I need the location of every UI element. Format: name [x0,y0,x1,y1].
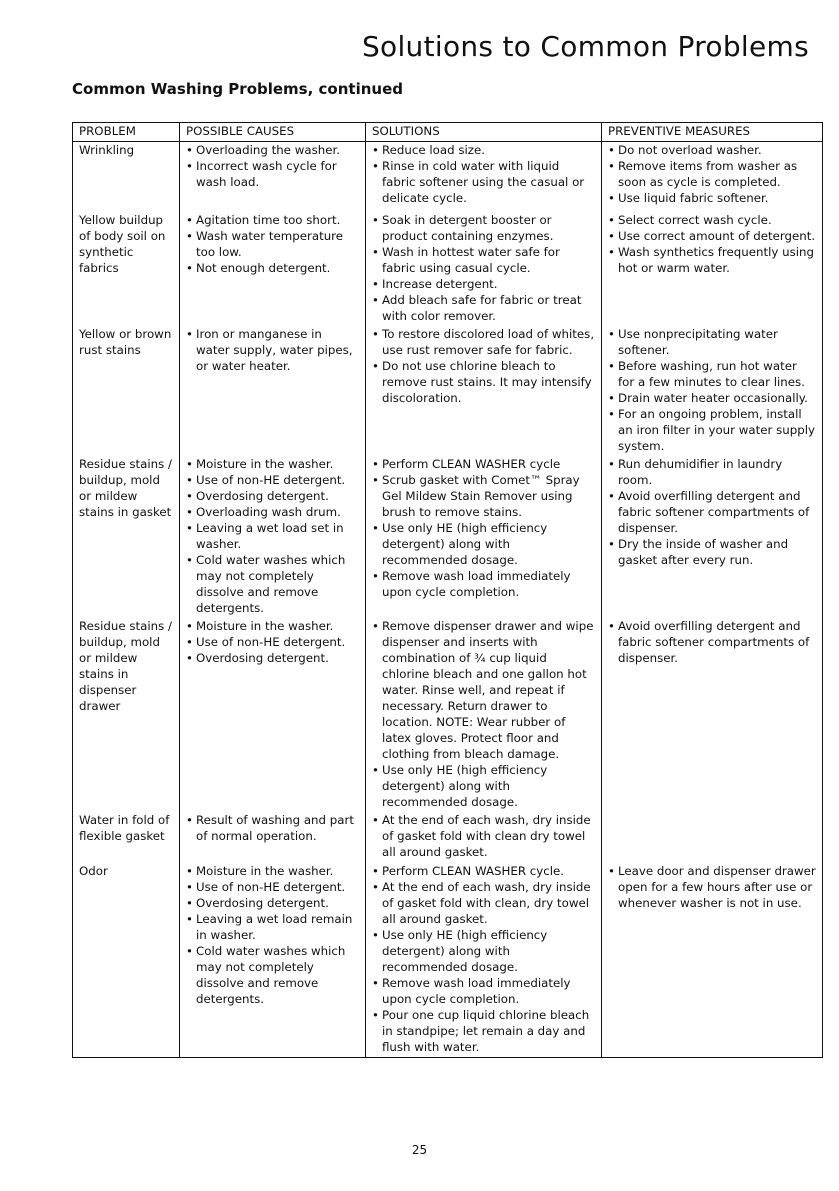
cell-causes [180,326,366,456]
list-item: • Wash synthetics frequently using hot or warm water. [608,244,816,276]
cell-problem: Yellow buildup of body soil on synthetic fabrics [73,212,180,326]
list-item: • Iron or manganese in water supply, water pipes, or water heater. [186,326,359,374]
list-item: • Reduce load size. [372,142,595,158]
cell-solutions [366,142,602,212]
cell-problem: Yellow or brown rust stains [73,326,180,456]
solutions-list [372,863,595,1055]
table-row [73,212,823,326]
list-item: • Use only HE (high efficiency detergent) along with recommended dosage. [372,520,595,568]
cell-problem: Water in fold of flexible gasket [73,812,180,863]
list-item: • Do not overload washer. [608,142,816,158]
solutions-list [372,326,595,406]
causes-list [186,812,359,844]
list-item: • Use nonprecipitating water softener. [608,326,816,358]
solutions-list [372,812,595,860]
cell-measures [602,863,823,1058]
list-item: • Scrub gasket with Comet™ Spray Gel Mildew Stain Remover using brush to remove stains. [372,472,595,520]
list-item: • Leave door and dispenser drawer open for a few hours after use or whenever washer is not in use. [608,863,816,911]
cell-measures [602,212,823,326]
table-header-row [73,123,823,142]
cell-solutions [366,326,602,456]
cell-measures [602,142,823,212]
table-row [73,456,823,618]
list-item: • Incorrect wash cycle for wash load. [186,158,359,190]
table-row [73,618,823,812]
list-item: • Use of non-HE detergent. [186,879,359,895]
causes-list [186,326,359,374]
list-item: • Moisture in the washer. [186,863,359,879]
cell-problem: Odor [73,863,180,1058]
cell-solutions [366,212,602,326]
list-item: • At the end of each wash, dry inside of gasket fold with clean dry towel all around gasket. [372,812,595,860]
table-row [73,326,823,456]
list-item: • Agitation time too short. [186,212,359,228]
list-item: • Use only HE (high efficiency detergent) along with recommended dosage. [372,927,595,975]
list-item: • Remove dispenser drawer and wipe dispenser and inserts with combination of ¾ cup liquid chlorine bleach and one gallon hot water. Rinse well, and repeat if necessary. Return drawer to location. NOTE: Wear rubber of latex gloves. Protect floor and clothing from bleach damage. [372,618,595,762]
cell-causes [180,812,366,863]
list-item: • Use of non-HE detergent. [186,634,359,650]
causes-list [186,212,359,276]
header-problem: PROBLEM [73,123,180,142]
cell-solutions [366,618,602,812]
list-item: • Rinse in cold water with liquid fabric softener using the casual or delicate cycle. [372,158,595,206]
list-item: • Use correct amount of detergent. [608,228,816,244]
causes-list [186,618,359,666]
list-item: • Result of washing and part of normal operation. [186,812,359,844]
list-item: • Avoid overfilling detergent and fabric softener compartments of dispenser. [608,618,816,666]
cell-causes [180,212,366,326]
list-item: • Moisture in the washer. [186,456,359,472]
list-item: • For an ongoing problem, install an iron filter in your water supply system. [608,406,816,454]
list-item: • Increase detergent. [372,276,595,292]
list-item: • Soak in detergent booster or product containing enzymes. [372,212,595,244]
list-item: • Avoid overfilling detergent and fabric softener compartments of dispenser. [608,488,816,536]
solutions-list [372,456,595,600]
list-item: • Overloading the washer. [186,142,359,158]
list-item: • At the end of each wash, dry inside of gasket fold with clean, dry towel all around gasket. [372,879,595,927]
list-item: • Leaving a wet load set in washer. [186,520,359,552]
list-item: • Remove wash load immediately upon cycle completion. [372,568,595,600]
solutions-list [372,142,595,206]
cell-solutions [366,812,602,863]
list-item: • Cold water washes which may not completely dissolve and remove detergents. [186,943,359,1007]
list-item: • Add bleach safe for fabric or treat with color remover. [372,292,595,324]
list-item: • Perform CLEAN WASHER cycle. [372,863,595,879]
header-solutions: SOLUTIONS [366,123,602,142]
section-subtitle: Common Washing Problems, continued [72,80,403,98]
header-possible-causes: POSSIBLE CAUSES [180,123,366,142]
cell-problem: Residue stains / buildup, mold or mildew stains in gasket [73,456,180,618]
measures-list [608,326,816,454]
list-item: • Wash water temperature too low. [186,228,359,260]
table-row [73,142,823,212]
list-item: • Overdosing detergent. [186,895,359,911]
solutions-list [372,212,595,324]
table-row [73,812,823,863]
list-item: • Not enough detergent. [186,260,359,276]
list-item: • Perform CLEAN WASHER cycle [372,456,595,472]
cell-solutions [366,456,602,618]
cell-causes [180,863,366,1058]
list-item: • Use of non-HE detergent. [186,472,359,488]
page-title: Solutions to Common Problems [361,30,809,63]
problems-table [72,122,823,1058]
page-number: 25 [411,1143,428,1157]
cell-solutions [366,863,602,1058]
list-item: • Overdosing detergent. [186,650,359,666]
solutions-list [372,618,595,810]
causes-list [186,863,359,1007]
list-item: • Pour one cup liquid chlorine bleach in standpipe; let remain a day and flush with water. [372,1007,595,1055]
cell-causes [180,142,366,212]
measures-list [608,618,816,666]
causes-list [186,142,359,190]
table-row [73,863,823,1058]
cell-causes [180,618,366,812]
measures-list [608,863,816,911]
measures-list [608,456,816,568]
list-item: • Do not use chlorine bleach to remove rust stains. It may intensify discoloration. [372,358,595,406]
cell-problem: Wrinkling [73,142,180,212]
list-item: • Moisture in the washer. [186,618,359,634]
list-item: • Use only HE (high efficiency detergent) along with recommended dosage. [372,762,595,810]
cell-measures [602,618,823,812]
table-body [73,142,823,1058]
cell-problem: Residue stains / buildup, mold or mildew stains in dispenser drawer [73,618,180,812]
list-item: • Cold water washes which may not completely dissolve and remove detergents. [186,552,359,616]
list-item: • Remove items from washer as soon as cycle is completed. [608,158,816,190]
measures-list [608,142,816,206]
list-item: • Run dehumidifier in laundry room. [608,456,816,488]
list-item: • Use liquid fabric softener. [608,190,816,206]
list-item: • Wash in hottest water safe for fabric using casual cycle. [372,244,595,276]
list-item: • Drain water heater occasionally. [608,390,816,406]
list-item: • Dry the inside of washer and gasket after every run. [608,536,816,568]
list-item: • Leaving a wet load remain in washer. [186,911,359,943]
list-item: • Before washing, run hot water for a few minutes to clear lines. [608,358,816,390]
list-item: • Overloading wash drum. [186,504,359,520]
causes-list [186,456,359,616]
list-item: • Remove wash load immediately upon cycle completion. [372,975,595,1007]
list-item: • Overdosing detergent. [186,488,359,504]
measures-list [608,212,816,276]
cell-measures [602,456,823,618]
cell-measures [602,326,823,456]
cell-measures [602,812,823,863]
list-item: • To restore discolored load of whites, use rust remover safe for fabric. [372,326,595,358]
list-item: • Select correct wash cycle. [608,212,816,228]
header-preventive-measures: PREVENTIVE MEASURES [602,123,823,142]
cell-causes [180,456,366,618]
